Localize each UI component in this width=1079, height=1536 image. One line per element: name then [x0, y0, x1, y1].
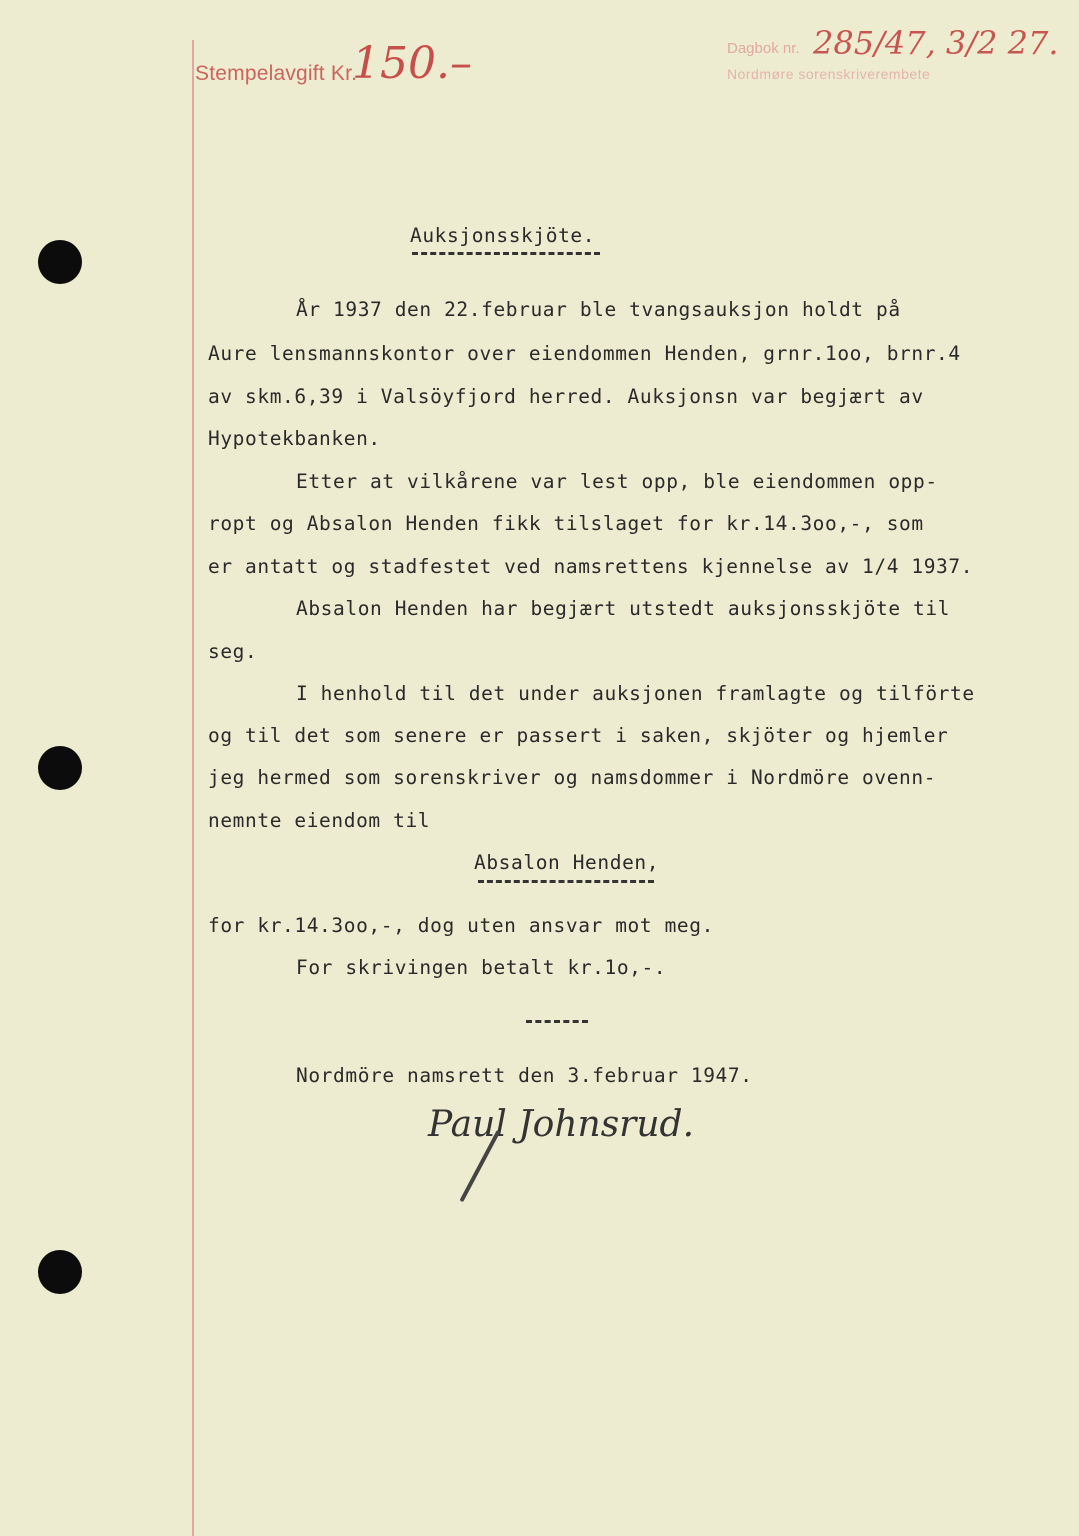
text-line-4: Hypotekbanken.	[208, 427, 381, 450]
text-line-11: og til det som senere er passert i saken, skjöter og hjemler	[208, 724, 949, 747]
text-line-9: seg.	[208, 640, 258, 663]
text-line-7: er antatt og stadfestet ved namsrettens kjennelse av 1/4 1937.	[208, 555, 974, 578]
punch-hole-bottom	[38, 1250, 82, 1294]
text-line-2: Aure lensmannskontor over eiendommen Henden, grnr.1oo, brnr.4	[208, 342, 961, 365]
punch-hole-top	[38, 240, 82, 284]
title-underline	[412, 252, 600, 255]
text-line-6: ropt og Absalon Henden fikk tilslaget for kr.14.3oo,-, som	[208, 512, 924, 535]
separator-dashes	[526, 1020, 588, 1023]
text-line-1: År 1937 den 22.februar ble tvangsauksjon holdt på	[296, 298, 901, 321]
text-line-13: nemnte eiendom til	[208, 809, 431, 832]
stamp-journal-label: Dagbok nr.	[727, 40, 800, 57]
text-line-10: I henhold til det under auksjonen framlagte og tilförte	[296, 682, 975, 705]
text-line-15: for kr.14.3oo,-, dog uten ansvar mot meg.	[208, 914, 714, 937]
text-line-5: Etter at vilkårene var lest opp, ble eiendommen opp-	[296, 470, 938, 493]
stamp-fee-amount: 150.–	[352, 38, 472, 89]
margin-rule	[192, 40, 194, 1536]
place-date-line: Nordmöre namsrett den 3.februar 1947.	[296, 1064, 753, 1087]
text-line-16: For skrivingen betalt kr.1o,-.	[296, 956, 667, 979]
signature: Paul Johnsrud.	[428, 1104, 695, 1145]
stamp-journal-number: 285/47, 3/2 27.	[813, 24, 1059, 62]
document-title: Auksjonsskjöte.	[410, 224, 596, 247]
stamp-fee-label: Stempelavgift Kr.	[195, 62, 358, 85]
grantee-name: Absalon Henden,	[474, 851, 660, 874]
grantee-underline	[478, 880, 654, 883]
stamp-office-line: Nordmøre sorenskriverembete	[727, 66, 931, 82]
text-line-8: Absalon Henden har begjært utstedt auksjonsskjöte til	[296, 597, 951, 620]
text-line-3: av skm.6,39 i Valsöyfjord herred. Auksjonsn var begjært av	[208, 385, 924, 408]
punch-hole-middle	[38, 746, 82, 790]
text-line-12: jeg hermed som sorenskriver og namsdommer i Nordmöre ovenn-	[208, 766, 937, 789]
